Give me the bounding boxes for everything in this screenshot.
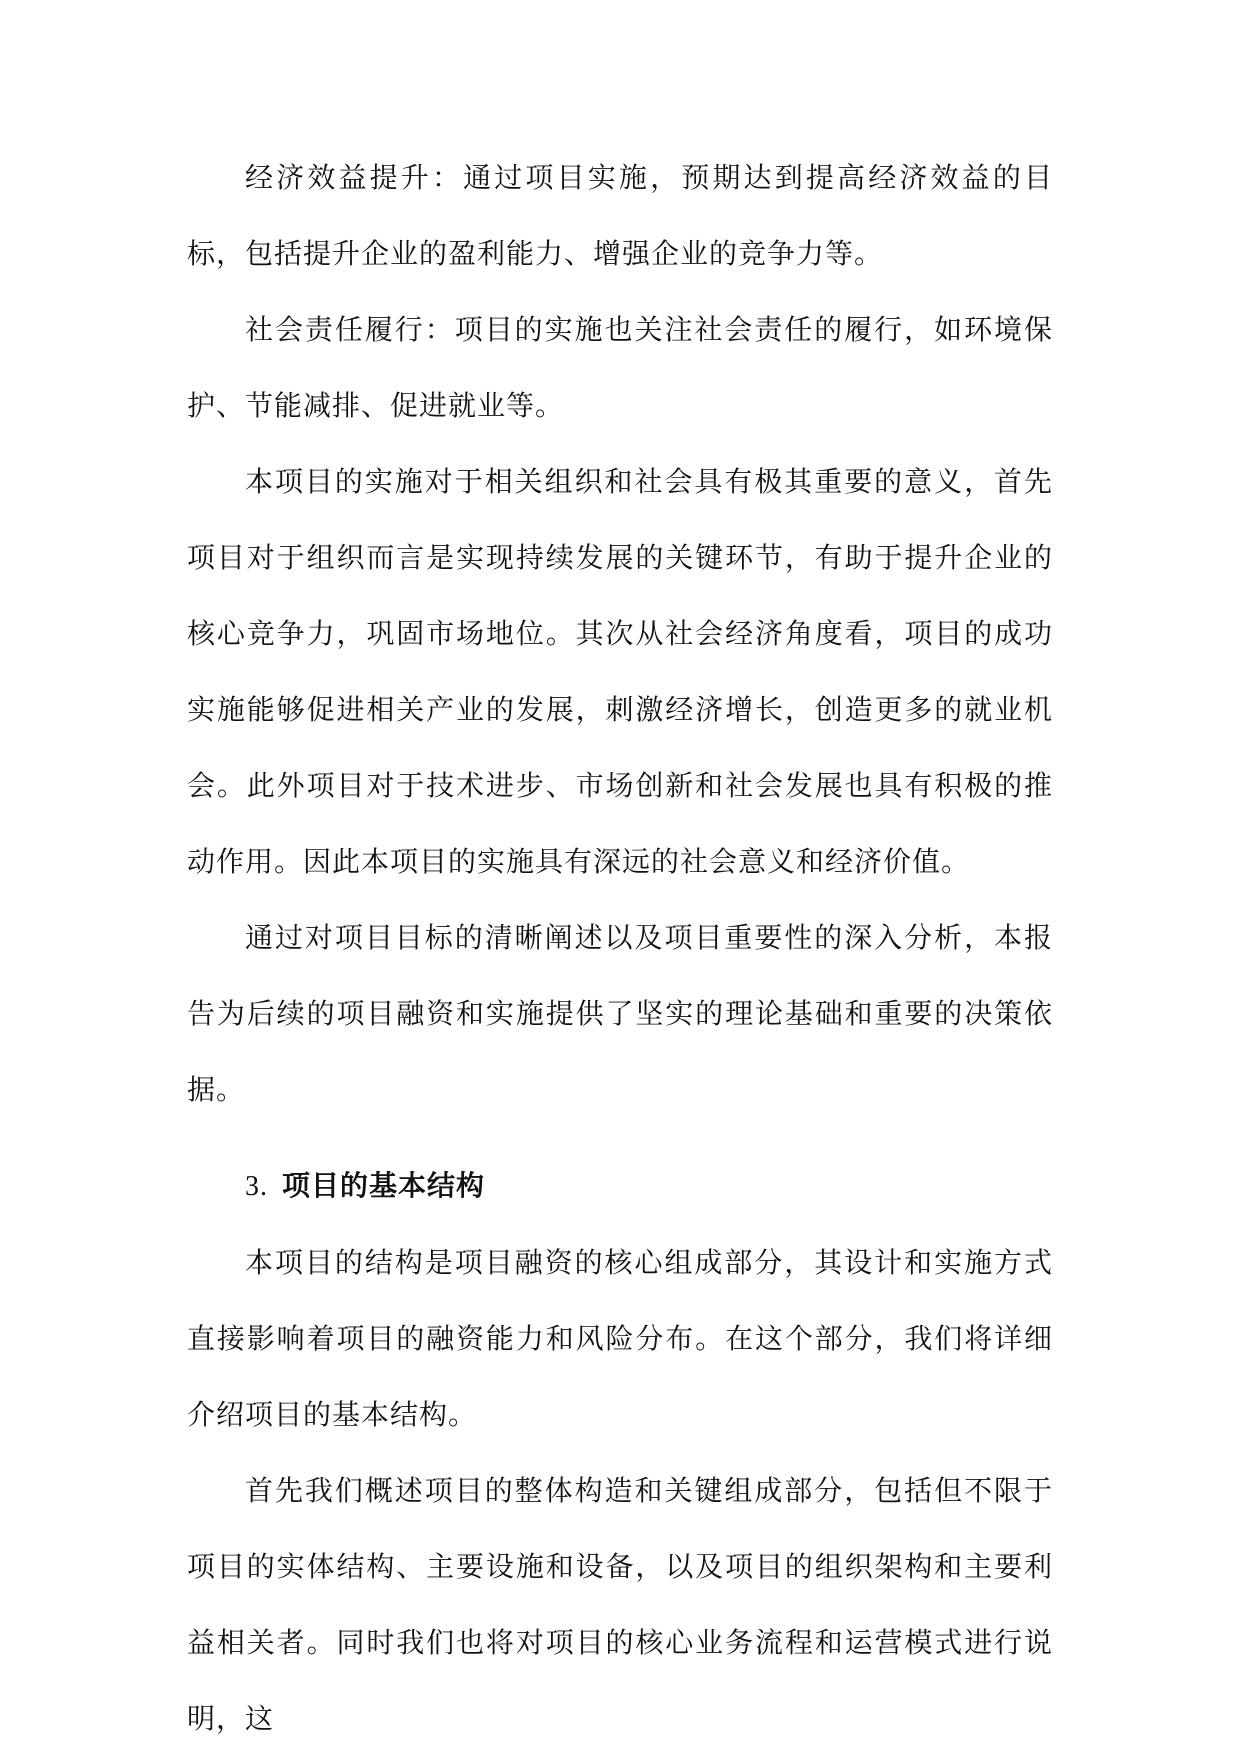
paragraph-economic-benefit: 经济效益提升：通过项目实施，预期达到提高经济效益的目标，包括提升企业的盈利能力、增强企业的竞争力等。 xyxy=(187,161,1053,270)
section-title: 项目的基本结构 xyxy=(282,1169,486,1202)
paragraph-project-significance: 本项目的实施对于相关组织和社会具有极其重要的意义，首先项目对于组织而言是实现持续发展的关键环节，有助于提升企业的核心竞争力，巩固市场地位。其次从社会经济角度看，项目的成功实施能够促进相关产业的发展，刺激经济增长，创造更多的就业机会。此外项目对于技术进步、市场创新和社会发展也具有积极的推动作用。因此本项目的实施具有深远的社会意义和经济价值。 xyxy=(187,465,1053,878)
paragraph-structure-overview: 首先我们概述项目的整体构造和关键组成部分，包括但不限于项目的实体结构、主要设施和设备，以及项目的组织架构和主要利益相关者。同时我们也将对项目的核心业务流程和运营模式进行说明，这 xyxy=(187,1474,1053,1735)
paragraph-structure-intro: 本项目的结构是项目融资的核心组成部分，其设计和实施方式直接影响着项目的融资能力和风险分布。在这个部分，我们将详细介绍项目的基本结构。 xyxy=(187,1246,1053,1431)
paragraph-report-summary: 通过对项目目标的清晰阐述以及项目重要性的深入分析，本报告为后续的项目融资和实施提供了坚实的理论基础和重要的决策依据。 xyxy=(187,921,1053,1106)
paragraph-social-responsibility: 社会责任履行：项目的实施也关注社会责任的履行，如环境保护、节能减排、促进就业等。 xyxy=(187,313,1053,422)
section-heading xyxy=(187,1148,1053,1225)
document-body xyxy=(187,140,1053,1757)
section-number: 3. xyxy=(245,1171,268,1202)
